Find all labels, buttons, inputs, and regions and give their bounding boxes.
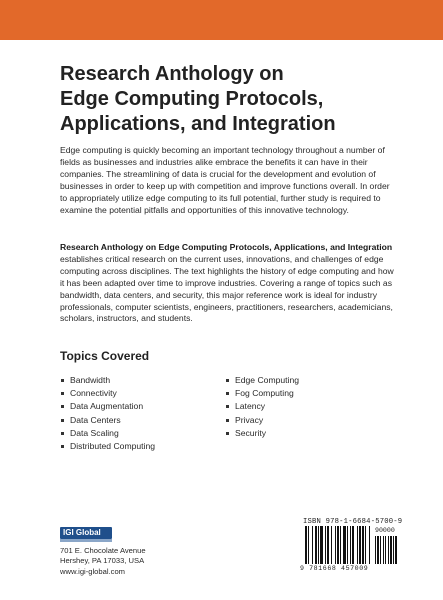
topic-item: Distributed Computing (60, 440, 155, 453)
title-line-1: Research Anthology on (60, 63, 284, 85)
topic-item: Fog Computing (225, 387, 299, 400)
barcode-bar (385, 536, 386, 564)
address-line: Hershey, PA 17033, USA (60, 556, 145, 566)
price-code: 90000 (375, 527, 395, 534)
book-title-bold: Research Anthology on Edge Computing Protocols, Applications, and Integration (60, 242, 393, 252)
book-title (60, 62, 400, 137)
barcode-bar (390, 536, 392, 564)
barcode-bar (350, 526, 351, 564)
title-line-3: Applications, and Integration (60, 113, 336, 135)
topic-item: Data Scaling (60, 427, 155, 440)
topic-item: Data Augmentation (60, 400, 155, 413)
barcode-bar (325, 526, 326, 564)
publisher-website: www.igi-global.com (60, 566, 125, 576)
barcode-bar (343, 526, 346, 564)
barcode-bar (388, 536, 389, 564)
publisher-logo (60, 527, 112, 539)
barcode-bar (365, 526, 366, 564)
barcode-bar (320, 526, 323, 564)
topic-item: Data Centers (60, 414, 155, 427)
publisher-logo-tagline-bar (60, 539, 112, 542)
barcode-bar (380, 536, 381, 564)
barcode-bar (359, 526, 361, 564)
barcode-bar (375, 536, 376, 564)
barcode-bar (327, 526, 329, 564)
publisher-logo-text: IGI Global (63, 528, 101, 537)
barcode-bar (305, 526, 307, 564)
top-color-band (0, 0, 443, 40)
barcode-bar (352, 526, 354, 564)
barcode-bar (393, 536, 394, 564)
topics-list-right (225, 374, 299, 440)
barcode-bar (377, 536, 379, 564)
address-line: 701 E. Chocolate Avenue (60, 546, 146, 555)
topic-item: Edge Computing (225, 374, 299, 387)
isbn-label: ISBN 978-1-6684-5700-9 (303, 518, 403, 526)
topic-item: Bandwidth (60, 374, 155, 387)
barcode-bar (347, 526, 348, 564)
barcode-bar (337, 526, 339, 564)
paragraph-2-text: establishes critical research on the current uses, innovations, and challenges of edge computing across disciplines. The text highlights the history of edge computing and how it has been adapted over time to improve industries. Covering a range of topics such as bandwidth, data centers, and security, this major reference work is ideal for industry professionals, computer scientists, engineers, practitioners, researchers, academicians, scholars, instructors, and students. (60, 253, 394, 324)
barcode-bar (315, 526, 317, 564)
topics-heading: Topics Covered (60, 349, 150, 363)
barcode-bar (312, 526, 313, 564)
topic-item: Privacy (225, 414, 299, 427)
title-line-2: Edge Computing Protocols, (60, 88, 324, 110)
barcode-bar (357, 526, 358, 564)
publisher-address (60, 546, 146, 577)
topic-item: Security (225, 427, 299, 440)
topic-item: Latency (225, 400, 299, 413)
description-paragraph-1: Edge computing is quickly becoming an important technology throughout a number of fields as businesses and industries alike embrace the benefits it can have in their companies. The streamlining of data is crucial for the development and evolution of businesses in order to keep up with competition and improve functions overall. In order to appropriately utilize edge computing to its full potential, further study is required to examine the potential pitfalls and opportunities of this innovative technology. (60, 145, 390, 215)
isbn-digits: 9 781668 457009 (300, 565, 369, 572)
barcode-bar (340, 526, 341, 564)
barcode-bar (383, 536, 384, 564)
barcode-bar (335, 526, 336, 564)
barcode-bar (369, 526, 370, 564)
barcode-bar (362, 526, 364, 564)
barcode-bar (395, 536, 397, 564)
topics-list-left (60, 374, 155, 453)
barcode-bar (308, 526, 309, 564)
barcode-bar (318, 526, 319, 564)
barcode-bar (331, 526, 332, 564)
topic-item: Connectivity (60, 387, 155, 400)
description-paragraph-2 (60, 242, 395, 325)
